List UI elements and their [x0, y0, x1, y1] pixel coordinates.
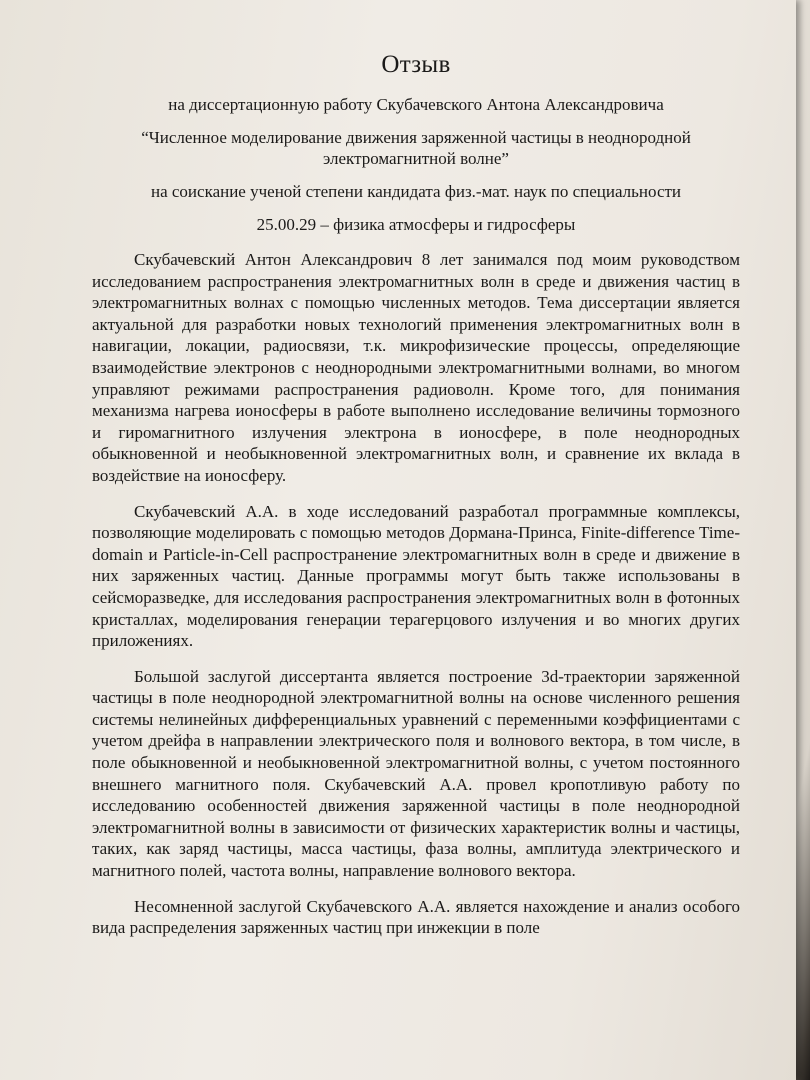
paragraph-3: Большой заслугой диссертанта является построение 3d-траектории заряженной частицы в поле неоднородной электромагнитной волны на основе численного решения системы нелинейных дифференциальных уравнений с переменными коэффициентами с учетом дрейфа в направлении электрического поля и волнового вектора, в том числе, в поле обыкновенной и необыкновенной электромагнитной волны, с учетом постоянного внешнего магнитного поля. Скубачевский А.А. провел кропотливую работу по исследованию особенностей движения заряженной частицы в поле неоднородной электромагнитной волны в зависимости от физических характеристик волны и частицы, таких, как заряд частицы, масса частицы, фаза волны, амплитуда электрического и магнитного полей, частота волны, направление волнового вектора.	[92, 666, 740, 881]
paragraph-2: Скубачевский А.А. в ходе исследований разработал программные комплексы, позволяющие моделировать с помощью методов Дормана-Принса, Finite-difference Time-domain и Particle-in-Cell распространение электромагнитных волн в среде и движение в них заряженных частиц. Данные программы могут быть также использованы в сейсморазведке, для исследования распространения электромагнитных волн в фотонных кристаллах, моделирования генерации терагерцового излучения и во многих других приложениях.	[92, 501, 740, 651]
subtitle-degree: на соискание ученой степени кандидата физ.-мат. наук по специальности	[150, 182, 682, 201]
paragraph-1: Скубачевский Антон Александрович 8 лет занимался под моим руководством исследованием распространения электромагнитных волн в среде и движения частиц в электромагнитных волнах с помощью численных методов. Тема диссертации является актуальной для разработки новых технологий применения электромагнитных волн в навигации, локации, радиосвязи, т.к. микрофизические процессы, определяющие взаимодействие электронов с неоднородными электромагнитными волнами, во многом управляют режимами распространения радиоволн. Кроме того, для понимания механизма нагрева ионосферы в работе выполнено исследование величины тормозного и гиромагнитного излучения электрона в ионосфере, в поле неоднородных обыкновенной и необыкновенной электромагнитных волн, и сравнение их вклада в воздействие на ионосферу.	[92, 250, 740, 485]
document-body	[92, 50, 740, 939]
subtitle-specialty: 25.00.29 – физика атмосферы и гидросферы	[256, 215, 576, 234]
paragraph-4: Несомненной заслугой Скубачевского А.А. является нахождение и анализ особого вида распределения заряженных частиц при инжекции в поле	[92, 896, 740, 938]
subtitle-thesis-title: “Численное моделирование движения заряженной частицы в неоднородной электромагнитной волне”	[141, 128, 691, 168]
subtitle-dissertation-of: на диссертационную работу Скубачевского Антона Александровича	[168, 95, 664, 114]
document-title: Отзыв	[381, 51, 451, 78]
